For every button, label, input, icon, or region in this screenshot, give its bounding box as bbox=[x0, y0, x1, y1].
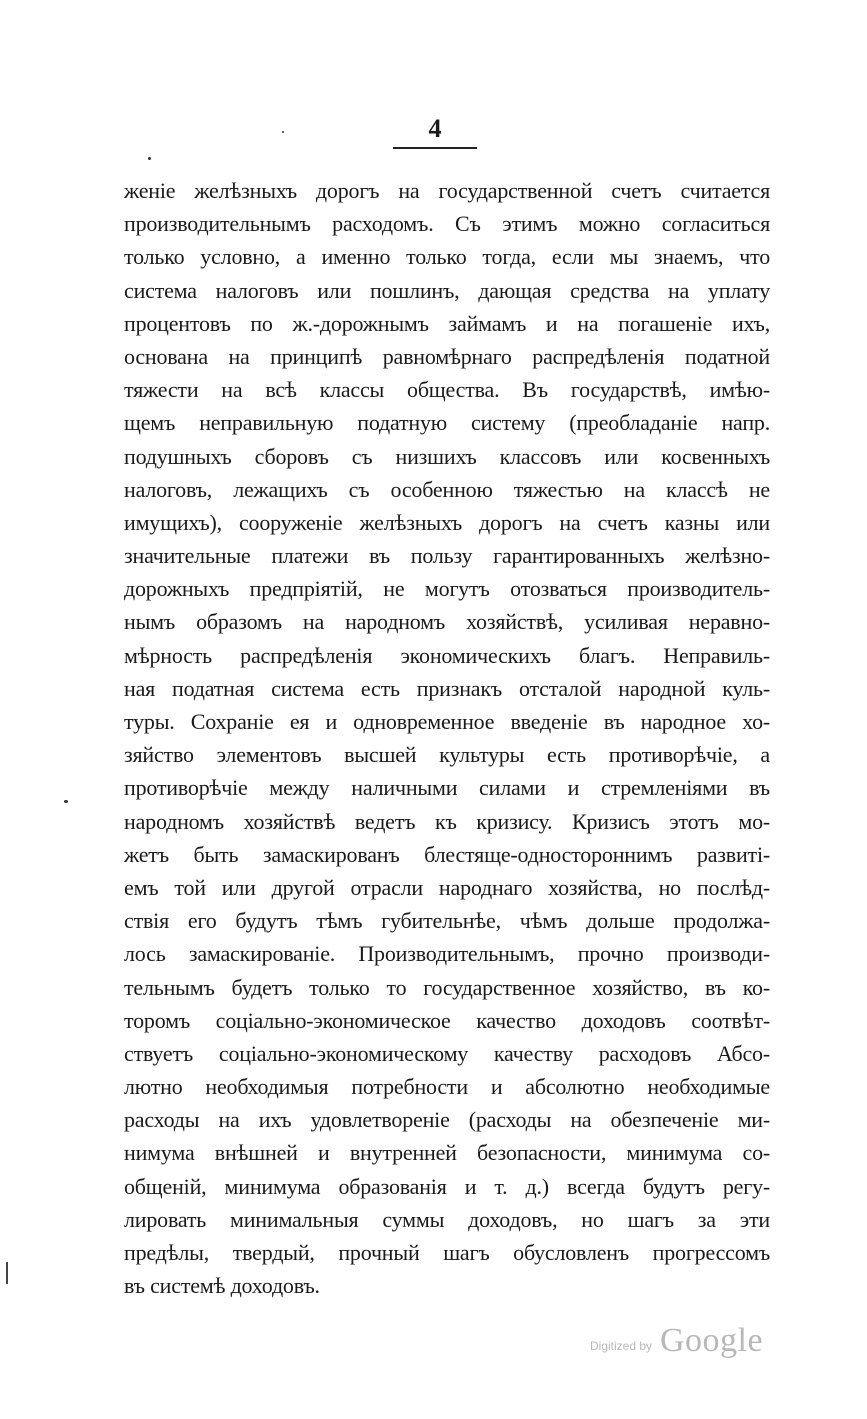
text-line: нымъ образомъ на народномъ хозяйствѣ, усиливая неравно- bbox=[124, 609, 770, 635]
text-line: зяйство элементовъ высшей культуры есть противорѣчіе, а bbox=[124, 742, 770, 768]
text-line: жетъ быть замаскированъ блестяще-одностороннимъ развиті- bbox=[124, 841, 770, 867]
text-line: расходы на ихъ удовлетвореніе (расходы на обезпеченіе ми- bbox=[124, 1107, 770, 1133]
text-line: имущихъ), сооруженіе желѣзныхъ дорогъ на счетъ казны или bbox=[124, 509, 770, 535]
text-line: ствуетъ соціально-экономическому качеству расходовъ Абсо- bbox=[124, 1040, 770, 1066]
text-line: народномъ хозяйствѣ ведетъ къ кризису. Кризисъ этотъ мо- bbox=[124, 808, 770, 834]
text-line: тяжести на всѣ классы общества. Въ государствѣ, имѣю- bbox=[124, 377, 770, 403]
text-line: лютно необходимыя потребности и абсолютно необходимые bbox=[124, 1074, 770, 1100]
scan-speck bbox=[148, 157, 151, 160]
body-text bbox=[124, 174, 770, 1302]
text-line: щемъ неправильную податную систему (преобладаніе напр. bbox=[124, 410, 770, 436]
watermark-google-logo: Google bbox=[660, 1322, 764, 1359]
text-line: производительнымъ расходомъ. Съ этимъ можно согласиться bbox=[124, 211, 770, 237]
text-line: нимума внѣшней и внутренней безопасности, минимума со- bbox=[124, 1140, 770, 1166]
text-line: налоговъ, лежащихъ съ особенною тяжестью на классѣ не bbox=[124, 476, 770, 502]
text-line: только условно, а именно только тогда, если мы знаемъ, что bbox=[124, 244, 770, 270]
text-line: тельнымъ будетъ только то государственное хозяйство, въ ко- bbox=[124, 974, 770, 1000]
text-line: туры. Сохраніе ея и одновременное введеніе въ народное хо- bbox=[124, 709, 770, 734]
text-line: система налоговъ или пошлинъ, дающая средства на уплату bbox=[124, 277, 770, 303]
text-line: ная податная система есть признакъ отсталой народной куль- bbox=[124, 675, 770, 701]
text-line: предѣлы, твердый, прочный шагъ обусловленъ прогрессомъ bbox=[124, 1240, 770, 1265]
text-line: подушныхъ сборовъ съ низшихъ классовъ или косвенныхъ bbox=[124, 443, 770, 469]
digitized-by-watermark bbox=[590, 1322, 770, 1366]
text-line: торомъ соціально-экономическое качество доходовъ соотвѣт- bbox=[124, 1007, 770, 1033]
text-line: процентовъ по ж.-дорожнымъ займамъ и на погашеніе ихъ, bbox=[124, 310, 770, 336]
text-line: дорожныхъ предпріятій, не могутъ отозваться производитель- bbox=[124, 576, 770, 602]
scan-speck bbox=[64, 800, 68, 803]
text-line: женіе желѣзныхъ дорогъ на государственной счетъ считается bbox=[124, 178, 770, 203]
text-line: противорѣчіе между наличными силами и стремленіями въ bbox=[124, 775, 770, 801]
text-line: значительные платежи въ пользу гарантированныхъ желѣзно- bbox=[124, 543, 770, 569]
text-line: въ системѣ доходовъ. bbox=[124, 1273, 320, 1299]
scan-speck bbox=[282, 131, 284, 133]
text-line: основана на принципѣ равномѣрнаго распредѣленія податной bbox=[124, 343, 770, 369]
page-number: 4 bbox=[428, 114, 442, 143]
text-line: мѣрность распредѣленія экономическихъ благъ. Неправиль- bbox=[124, 642, 770, 668]
text-line: ствія его будутъ тѣмъ губительнѣе, чѣмъ дольше продолжа- bbox=[124, 908, 770, 934]
watermark-digitized-by: Digitized by bbox=[590, 1339, 653, 1353]
scan-edge-mark bbox=[6, 1262, 8, 1284]
text-line: лировать минимальныя суммы доходовъ, но шагъ за эти bbox=[124, 1206, 770, 1232]
page-number-rule bbox=[393, 147, 477, 149]
text-line: общеній, минимума образованія и т. д.) всегда будутъ регу- bbox=[124, 1173, 770, 1199]
text-line: емъ той или другой отрасли народнаго хозяйства, но послѣд- bbox=[124, 874, 770, 900]
text-line: лось замаскированіе. Производительнымъ, прочно производи- bbox=[124, 941, 770, 967]
